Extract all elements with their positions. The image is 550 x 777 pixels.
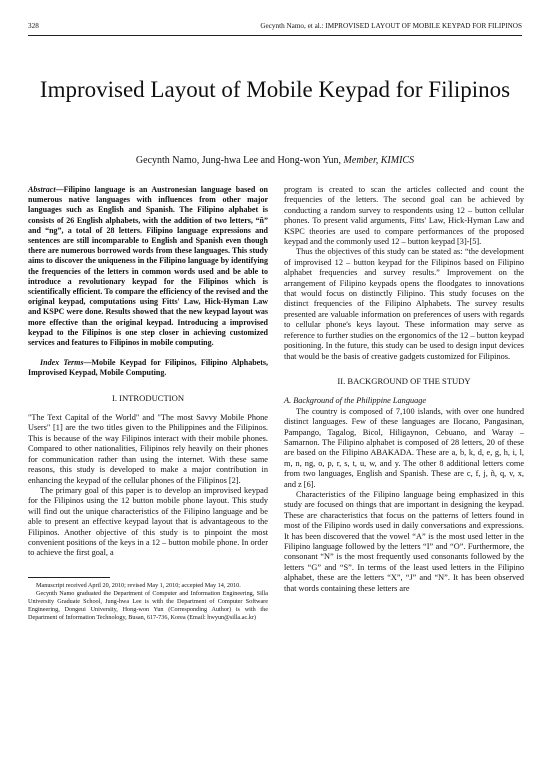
page-number: 328 [28,22,39,30]
author-names: Gecynth Namo, Jung-hwa Lee and Hong-won Yun, [135,155,342,166]
index-terms-lead: Index Terms [40,358,84,368]
footnote-affiliation: Gecynth Namo graduated the Department of Computer and Information Engineering, Silla University Graduate School, Jung-hwa Lee is with the Department of Computer Software Engineering, Dongeui University, Hong-won Yun (Corresponding Author) is with the Department of Information Technology, Busan, 617-736, Korea (Email: hwyun@silla.ac.kr) [28,589,268,621]
body-paragraph-objectives: Thus the objectives of this study can be stated as: “the development of improvised 12 – button keypad for the Filipinos based on Filipino alphabet frequencies and survey results.” Improvement on the arrangement of Filipino keypads opens the floodgates to innovations that would focus on distinctly Filipino. This study focuses on the distinct frequencies of the Filipino Alphabets. The survey results presented are valuable information on preferences of users with regards to cellular phone's keys layout. These information may serve as reference to further studies on the ergonomics of the 12 – button keypad positioning. In the future, this study can be used to design input devices that would be the basis of creative gadgets customized for Filipinos. [284,247,524,361]
header-rule [28,35,522,36]
right-column [284,185,524,594]
footnote-rule [28,577,110,578]
body-paragraph-characteristics: Characteristics of the Filipino language being emphasized in this study are focused on things that are important in designing the keypad. These are characteristics that focus on the patterns of letters found in most of the Filipino words used in daily conversations and expressions. It has been discovered that the vowel “A” is the most used letter in the Filipino language followed by the letters “I” and “O”. Furthermore, the consonant “N” is the most frequently used consonants followed by the letters “G” and “S”. In terms of the least used letters in the Filipino alphabet, these are the letters “X”, “J” and “N”. It has been observed that words containing these letters are [284,489,524,593]
section-heading-background: II. BACKGROUND OF THE STUDY [337,375,471,386]
running-title: Gecynth Namo, et al.: IMPROVISED LAYOUT OF MOBILE KEYPAD FOR FILIPINOS [260,22,522,30]
running-header [28,20,522,34]
left-column [28,185,268,622]
body-paragraph-program: program is created to scan the articles collected and count the frequencies of the letters. The second goal can be achieved by conducting a random survey to respondents using 12 – button cellular phones. To present valid arguments, Fitts' Law, Hick-Hyman Law and KSPC theories are used to compare performances of the proposed keypad and the commonly used 12 – button keypad [3]-[5]. [284,185,524,247]
section-heading-introduction: I. INTRODUCTION [111,392,185,403]
intro-paragraph-1: "The Text Capital of the World" and "The most Savvy Mobile Phone Users" [1] are the two titles given to the Philippines and the Filipinos. This is because of the way Filipinos interact with their mobile phones. Compared to other nationalities, Filipinos rely heavily on their phones for communication rather than using the internet. With these same reasons, this study is developed to make a major contribution in enhancing the keypad of the cellular phones of the Filipinos [2]. [28,413,268,485]
author-membership: Member, KIMICS [343,155,415,166]
paper-title: Improvised Layout of Mobile Keypad for Filipinos [39,77,511,102]
author-line [0,155,550,166]
subsection-heading-a: A. Background of the Philippine Language [284,396,427,406]
intro-paragraph-2: The primary goal of this paper is to develop an improvised keypad for the Filipinos using the 12 button mobile phone layout. This study will find out the unique characteristics of the Filipino language and be able to present an effective keypad layout that is advantageous to the Filipinos. Another objective of this study is to pinpoint the most convenient positions of the keys in a 12 – button mobile phone. In order to achieve the first goal, a [28,485,268,558]
index-terms [28,358,268,378]
abstract [28,185,268,348]
abstract-lead: Abstract [28,185,56,194]
index-terms-text: —Mobile Keypad for Filipinos, Filipino Alphabets, Improvised Keypad, Mobile Computing. [28,358,269,378]
footnote-received: Manuscript received April 20, 2010; revised May 1, 2010; accepted May 14, 2010. [36,581,241,589]
abstract-text: —Filipino language is an Austronesian language based on numerous native languages with influences from other major languages such as English and Spanish. The Filipino alphabet is consists of 26 English alphabets, with the addition of two letters, “ñ” and “ng”, a total of 28 letters. Filipino language expressions and sentences are still incomparable to English and Spanish even though there are numerous borrowed words from these languages. This study aims to discover the uniqueness in the Filipino language by identifying the frequencies of the letters in common words used and be able to introduce a revolutionary keypad for the Filipinos which is scientifically efficient. To compare the efficiency of the revised and the original keypad, computations using Fitts' Law, Hick-Hyman Law and KSPC were done. Results showed that the new keypad layout was more effective than the original keypad. Introducing a improvised keypad to the Filipinos is one step closer in achieving customized services and features to Filipinos in mobile computing. [28,185,268,348]
body-paragraph-islands: The country is composed of 7,100 islands, with over one hundred distinct languages. Few of these languages are Ilocano, Pangasinan, Pampango, Tagalog, Bicol, Hiligaynon, Cebuano, and Waray – Samarnon. The Filipino alphabet is composed of 28 letters, 20 of these are based on the Filipino ABAKADA. These are a, b, k, d, e, g, h, i, l, m, n, ng, o, p, r, s, t, u, w, and y. The other 8 additional letters come from two languages, English and Spanish. These are c, f, j, ñ, q, v, x, and z [6]. [284,406,524,489]
